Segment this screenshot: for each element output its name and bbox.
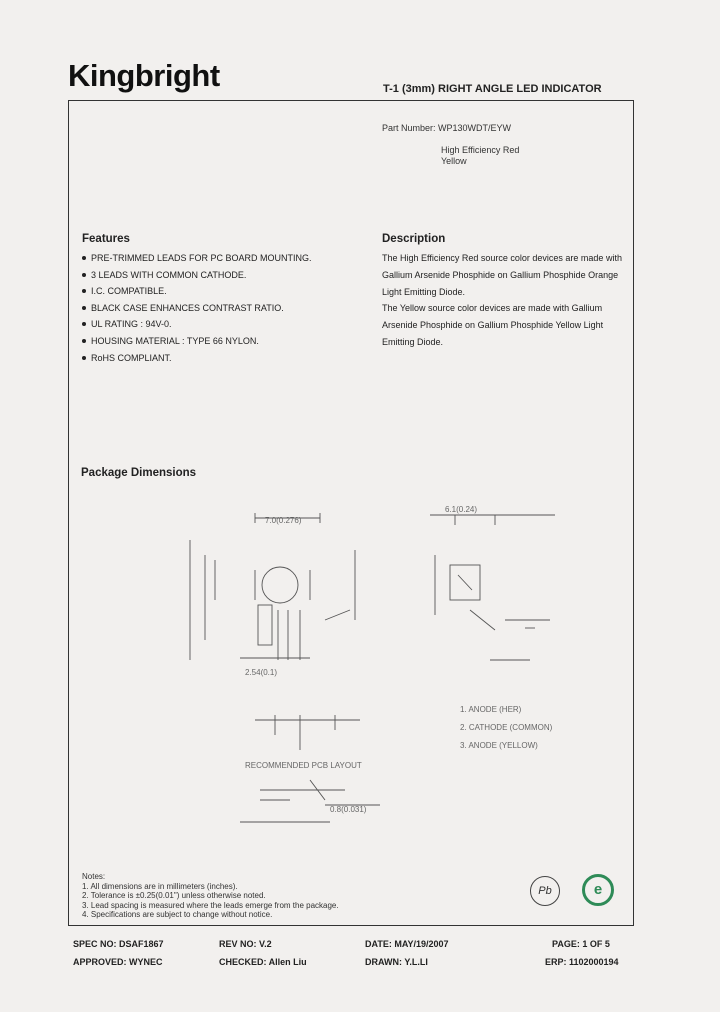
description-line: The Yellow source color devices are made with Gallium [382,303,603,314]
lead-free-icon: Pb [530,876,560,906]
approved-by: APPROVED: WYNEC [73,957,163,967]
hole-label: 0.8(0.031) [330,805,367,814]
feature-item: I.C. COMPATIBLE. [81,283,312,300]
dim-side: 6.1(0.24) [445,505,478,514]
pin-1-label: 1. ANODE (HER) [460,705,522,714]
rohs-icon: e [582,874,614,906]
color-yellow: Yellow [441,156,467,166]
features-list [81,250,312,366]
description-line: Emitting Diode. [382,336,444,347]
color-red: High Efficiency Red [441,145,520,155]
package-drawing [160,500,630,845]
note-item: 1. All dimensions are in millimeters (inches). [82,881,238,891]
part-number: Part Number: WP130WDT/EYW [382,123,512,133]
date: DATE: MAY/19/2007 [365,939,449,949]
drawn-by: DRAWN: Y.L.LI [365,957,428,967]
note-item: 2. Tolerance is ±0.25(0.01") unless otherwise noted. [82,891,266,900]
description-line: Arsenide Phosphide on Gallium Phosphide Yellow Light [382,320,604,331]
page-number: PAGE: 1 OF 5 [552,939,610,949]
note-item: 4. Specifications are subject to change without notice. [82,910,273,919]
description-line: Light Emitting Diode. [382,286,466,297]
note-item: 3. Lead spacing is measured where the leads emerge from the package. [82,900,339,910]
recommended-layout-label: RECOMMENDED PCB LAYOUT [245,761,362,770]
feature-item: BLACK CASE ENHANCES CONTRAST RATIO. [81,300,312,317]
dim-top: 7.0(0.276) [265,516,302,525]
feature-item: 3 LEADS WITH COMMON CATHODE. [81,267,312,284]
checked-by: CHECKED: Allen Liu [219,957,307,967]
feature-item: PRE-TRIMMED LEADS FOR PC BOARD MOUNTING. [81,250,312,267]
description-text [382,250,647,351]
erp-number: ERP: 1102000194 [545,957,619,967]
brand-logo: Kingbright [68,58,220,93]
notes-block [82,872,339,920]
pitch-label: 2.54(0.1) [245,668,278,677]
spec-no: SPEC NO: DSAF1867 [73,939,164,949]
feature-item: UL RATING : 94V-0. [81,316,312,333]
feature-item: HOUSING MATERIAL : TYPE 66 NYLON. [81,333,312,350]
pin-3-label: 3. ANODE (YELLOW) [460,741,538,750]
features-heading: Features [82,233,130,245]
description-line: Gallium Arsenide Phosphide on Gallium Phosphide Orange [382,269,619,280]
rev-no: REV NO: V.2 [219,939,272,949]
description-line: The High Efficiency Red source color devices are made with [382,253,622,263]
notes-title: Notes: [82,872,106,881]
description-heading: Description [382,233,446,245]
pin-2-label: 2. CATHODE (COMMON) [460,723,553,732]
document-title: T-1 (3mm) RIGHT ANGLE LED INDICATOR [383,83,602,95]
feature-item: RoHS COMPLIANT. [81,350,312,367]
package-heading: Package Dimensions [81,467,197,479]
